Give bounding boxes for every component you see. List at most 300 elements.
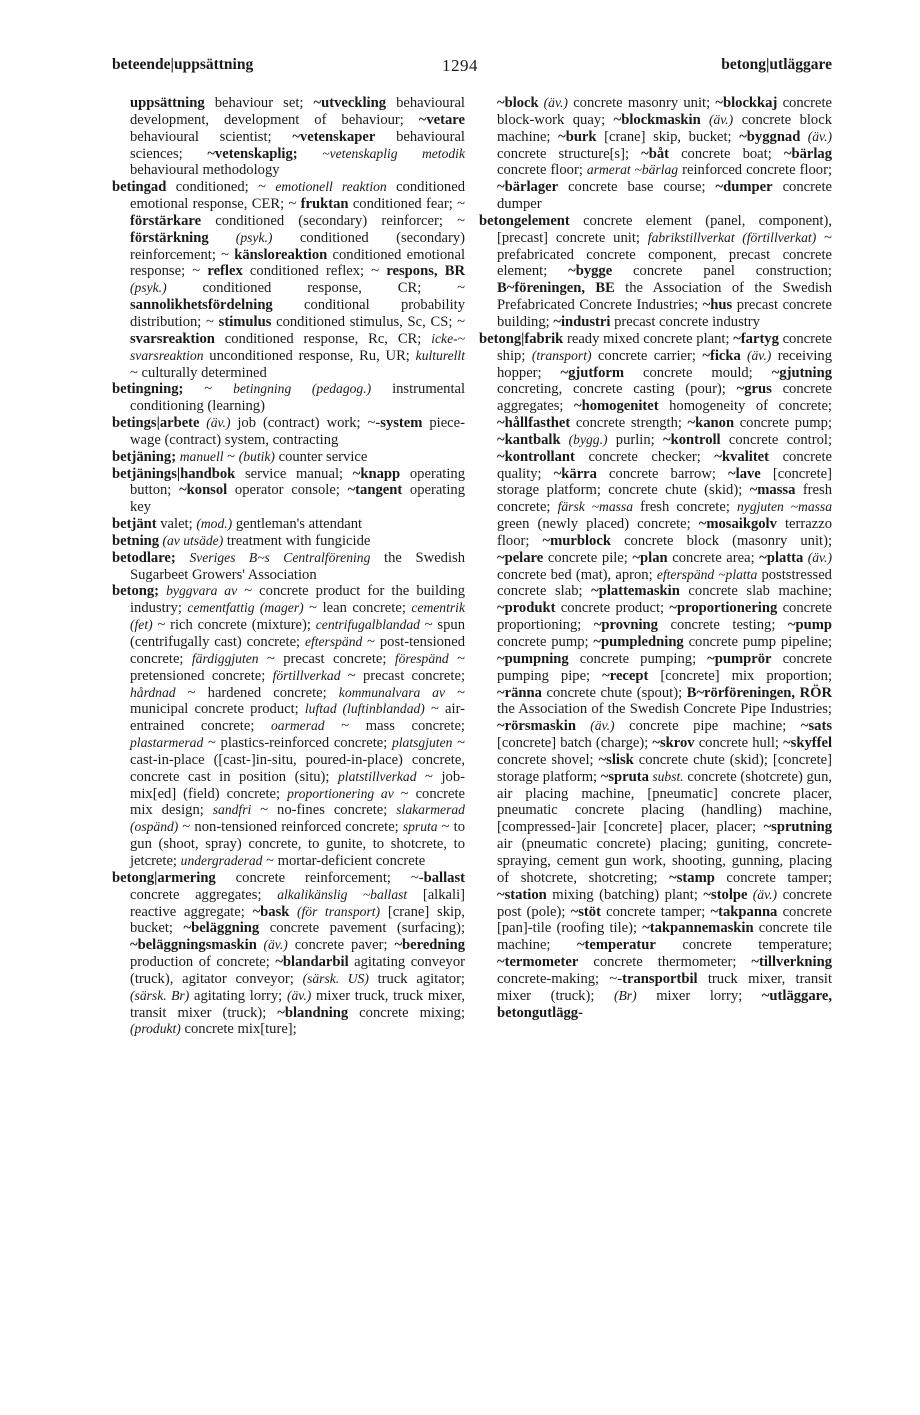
- headword: ~tillverkning: [751, 954, 832, 971]
- italic-term: luftad (luftinblandad): [304, 701, 425, 717]
- italic-term: (mod.): [196, 516, 233, 532]
- definition-text: counter service: [274, 448, 368, 465]
- headword: betings|arbete: [112, 415, 200, 432]
- italic-term: centrifugalblandad: [315, 617, 420, 633]
- definition-text: concrete pavement (surfacing);: [259, 920, 465, 937]
- headword: ~kärra: [553, 465, 597, 482]
- headword: ~spruta: [600, 768, 649, 785]
- headword: ~skrov: [652, 735, 695, 752]
- headword: ~kontrollant: [497, 448, 575, 465]
- headword: ~utläggare, betongutlägg-: [497, 987, 832, 1021]
- headword: ~massa: [749, 482, 796, 499]
- headword: B~rörföreningen, RÖR: [686, 684, 833, 701]
- dictionary-entry: [112, 381, 465, 415]
- headword: ~murblock: [542, 532, 611, 549]
- headword: ~recept: [602, 667, 649, 684]
- definition-text: concrete mix[ture];: [180, 1021, 297, 1038]
- definition-text: agitating conveyor (truck), agitator conveyor;: [130, 954, 465, 987]
- definition-text: concrete testing;: [657, 617, 788, 634]
- italic-term: (transport): [531, 347, 592, 363]
- italic-term: alkalikänslig ~ballast: [277, 886, 408, 902]
- definition-text: ~: [204, 381, 234, 398]
- definition-text: concrete floor;: [497, 162, 587, 179]
- headword: ~bask: [252, 903, 290, 920]
- headword: ~båt: [641, 145, 669, 162]
- headword: ~mosaikgolv: [698, 516, 777, 533]
- definition-text: conditioned; ~: [166, 179, 276, 196]
- definition-text: concrete [pan]-tile (roofing tile);: [497, 903, 832, 937]
- definition-text: concrete chute (spout);: [541, 684, 687, 701]
- definition-text: concrete post (pole);: [497, 886, 832, 920]
- definition-text: ~ precast concrete;: [258, 650, 395, 667]
- definition-text: ~ mass concrete;: [324, 718, 465, 735]
- headword: ~hus: [702, 297, 733, 314]
- definition-text: fresh concrete;: [633, 499, 737, 516]
- headword: ~knapp: [352, 465, 401, 482]
- definition-text: concrete quality;: [497, 448, 832, 482]
- definition-text: ~ rich concrete (mixture);: [152, 617, 316, 634]
- italic-term: (äv.): [800, 128, 832, 144]
- headword: betong|armering: [112, 869, 216, 886]
- headword: ~vetare: [418, 111, 465, 128]
- definition-text: concrete control;: [720, 431, 832, 448]
- definition-text: ~ lean concrete;: [303, 600, 412, 617]
- definition-text: conditioned emotional response; ~: [130, 246, 465, 280]
- italic-term: färdiggjuten: [191, 650, 259, 666]
- definition-text: ~ to gun (shoot, spray) concrete, to gunite, to shotcrete, to jetcrete;: [130, 819, 466, 869]
- headword: ~bygge: [568, 263, 613, 280]
- headword: ~pump: [787, 617, 832, 634]
- headword: ~grus: [736, 381, 772, 398]
- headword: ~kvalitet: [714, 448, 770, 465]
- definition-text: concrete carrier;: [591, 347, 703, 364]
- definition-text: concrete proportioning;: [497, 600, 832, 634]
- definition-text: [crane] skip, bucket;: [596, 128, 740, 145]
- italic-term: (äv.): [575, 718, 615, 734]
- headword: ~dumper: [715, 179, 773, 196]
- definition-text: concrete tamper;: [600, 903, 711, 920]
- definition-text: treatment with fungicide: [223, 532, 371, 549]
- headword: ~kontroll: [663, 431, 721, 448]
- headword: ~skyffel: [783, 735, 832, 752]
- headword: ~kanon: [687, 415, 735, 432]
- definition-text: concrete pump pipeline;: [683, 634, 832, 650]
- definition-text: conditioned stimulus, Sc, CS; ~: [271, 313, 465, 330]
- headword: ~ficka: [702, 347, 741, 364]
- headword: ~platta: [759, 549, 804, 566]
- definition-text: ~ concrete product for the building industry;: [130, 583, 465, 617]
- definition-text: truck agitator;: [368, 970, 465, 987]
- headword: ~ränna: [497, 684, 542, 701]
- definition-text: conditional probability distribution; ~: [130, 297, 465, 330]
- headword: betodlare;: [112, 549, 190, 566]
- definition-text: production of concrete;: [130, 954, 276, 971]
- italic-term: (av utsäde): [159, 532, 224, 548]
- italic-term: (psyk.): [208, 229, 273, 245]
- definition-text: conditioned emotional response, CER; ~: [130, 179, 465, 213]
- headword: ~lave: [728, 465, 761, 482]
- headword: ~vetenskaplig;: [207, 145, 323, 162]
- dictionary-entry: [112, 95, 465, 179]
- headword: ~hållfasthet: [497, 415, 571, 432]
- definition-text: concrete strength;: [570, 415, 688, 432]
- headword: stimulus: [218, 313, 272, 330]
- running-head-left: beteende|uppsättning: [112, 56, 254, 73]
- dictionary-entry: [112, 449, 465, 466]
- right-column: [479, 95, 832, 1021]
- definition-text: ~ spun (centrifugally cast) concrete;: [130, 617, 465, 650]
- italic-term: spruta: [402, 819, 438, 835]
- headword: ~gjutform: [560, 364, 625, 381]
- definition-text: gentleman's attendant: [232, 516, 363, 533]
- definition-text: concrete base course;: [558, 179, 716, 196]
- definition-text: reinforced concrete floor;: [678, 162, 833, 179]
- italic-term: förespänd: [394, 650, 449, 666]
- definition-text: conditioned reflex; ~: [242, 263, 387, 280]
- italic-term: nygjuten ~massa: [736, 499, 833, 515]
- definition-text: [concrete] batch (charge);: [497, 735, 653, 752]
- headword: ~termometer: [497, 954, 579, 971]
- headword: reflex: [207, 263, 243, 280]
- italic-term: fabrikstillverkat (förtillverkat): [647, 229, 817, 245]
- definition-text: the Swedish Sugarbeet Growers' Association: [130, 549, 465, 583]
- definition-text: concrete block-work quay;: [497, 95, 832, 128]
- definition-text: ready mixed concrete plant;: [563, 330, 734, 347]
- headword: betingad: [112, 179, 167, 196]
- headword: sannolikhetsfördelning: [130, 297, 273, 314]
- headword: ~utveckling: [313, 95, 386, 111]
- definition-text: conditioned response, Rc, CR;: [214, 330, 432, 347]
- headword: ~blandning: [277, 1004, 349, 1021]
- definition-text: concrete slab machine;: [679, 583, 833, 600]
- definition-text: ~ hardened concrete;: [175, 684, 339, 701]
- headword: fruktan: [300, 196, 349, 213]
- headword: ~bärlager: [497, 179, 559, 196]
- definition-text: concrete element (panel, component), [precast] concrete unit;: [497, 212, 832, 246]
- dictionary-entry: [112, 870, 465, 1038]
- definition-text: service manual;: [235, 465, 353, 482]
- definition-text: ~ concrete mix design;: [130, 785, 465, 819]
- headword: ~beläggning: [183, 920, 260, 937]
- headword: B~föreningen, BE: [497, 280, 615, 297]
- italic-term: (äv.): [256, 937, 288, 953]
- italic-term: emotionell reaktion: [275, 179, 387, 195]
- headword: ~block: [497, 95, 539, 111]
- headword: ~proportionering: [669, 600, 778, 617]
- definition-text: concrete thermometer;: [578, 954, 752, 971]
- italic-term: ~vetenskaplig metodik: [322, 145, 465, 161]
- dictionary-entry: [112, 415, 465, 449]
- definition-text: concrete hull;: [694, 735, 784, 752]
- italic-term: (äv.): [803, 549, 832, 565]
- definition-text: behavioural sciences;: [130, 128, 465, 162]
- headword: ~sats: [800, 718, 833, 735]
- headword: betongelement: [479, 212, 570, 229]
- definition-text: concrete paver;: [287, 937, 395, 954]
- definition-text: truck mixer, transit mixer (truck);: [497, 970, 832, 1004]
- italic-term: platsgjuten: [391, 735, 453, 751]
- headword: betjänt: [112, 516, 157, 533]
- headword: ~beredning: [394, 937, 466, 954]
- definition-text: ~: [223, 448, 239, 465]
- dictionary-entry: [112, 533, 465, 550]
- definition-text: concrete boat;: [668, 145, 784, 162]
- definition-text: fresh concrete;: [497, 482, 832, 516]
- italic-term: (äv.): [199, 415, 231, 431]
- definition-text: concreting, concrete casting (pour);: [497, 381, 737, 398]
- headword: ~homogenitet: [573, 398, 659, 415]
- definition-text: concrete masonry unit;: [567, 95, 716, 111]
- italic-term: betingning (pedagog.): [233, 381, 372, 397]
- definition-text: behavioural development, development of behaviour;: [130, 95, 465, 128]
- definition-text: valet;: [156, 516, 197, 533]
- definition-text: concrete temperature;: [655, 937, 832, 954]
- headword: betong|fabrik: [479, 330, 564, 347]
- definition-text: ~ mortar-deficient concrete: [262, 852, 426, 869]
- headword: ~produkt: [497, 600, 556, 617]
- definition-text: concrete pumping pipe;: [497, 650, 832, 684]
- headword: ~pumpning: [497, 650, 569, 667]
- definition-text: ~ cast-in-place ([cast-]in-situ, poured-in-place) concrete, concrete cast in position (situ);: [130, 735, 465, 785]
- italic-term: (särsk. US): [302, 970, 369, 986]
- running-head-right: betong|utläggare: [721, 56, 832, 73]
- italic-term: (för transport): [289, 903, 381, 919]
- definition-text: operating button;: [130, 465, 465, 499]
- italic-term: (produkt): [130, 1021, 181, 1037]
- dictionary-entry: [112, 583, 465, 869]
- italic-term: (psyk.): [130, 280, 167, 296]
- italic-term: armerat ~bärlag: [586, 162, 679, 178]
- definition-text: concrete block machine;: [497, 111, 832, 145]
- definition-text: the Association of the Swedish Concrete Pipe Industries;: [497, 701, 832, 718]
- headword: ~station: [497, 886, 547, 903]
- definition-text: concrete pump;: [734, 415, 832, 432]
- definition-text: ~ prefabricated concrete component, precast concrete element;: [497, 229, 832, 280]
- definition-text: behavioural methodology: [130, 162, 280, 179]
- headword: förstärkare: [130, 212, 202, 229]
- definition-text: piece-wage (contract) system, contracting: [130, 415, 465, 448]
- left-column: [112, 95, 465, 1038]
- definition-text: job (contract) work; ~-: [230, 415, 381, 432]
- definition-text: ~ pretensioned concrete;: [130, 650, 466, 684]
- headword: känsloreaktion: [234, 246, 328, 263]
- definition-text: operator console;: [227, 482, 348, 499]
- definition-text: concrete checker;: [574, 448, 715, 465]
- definition-text: ~ precast concrete;: [340, 667, 465, 684]
- definition-text: the Association of the Swedish Prefabricated Concrete Industries;: [497, 280, 832, 314]
- definition-text: conditioned fear; ~: [348, 196, 465, 213]
- definition-text: precast concrete industry: [610, 313, 760, 330]
- headword: system: [380, 415, 423, 432]
- definition-text: behaviour set;: [204, 95, 314, 111]
- definition-text: concrete tamper;: [714, 869, 832, 886]
- italic-term: platstillverkad: [338, 768, 417, 784]
- headword: ~blockmaskin: [613, 111, 701, 128]
- italic-term: hårdnad: [130, 684, 176, 700]
- italic-term: (äv.): [740, 347, 772, 363]
- headword: ~beläggningsmaskin: [130, 937, 257, 954]
- definition-text: ~ culturally determined: [130, 364, 267, 381]
- headword: betning: [112, 532, 160, 549]
- definition-text: conditioned (secondary) reinforcer; ~: [201, 212, 465, 229]
- definition-text: concrete mixing;: [348, 1004, 465, 1021]
- definition-text: concrete barrow;: [596, 465, 729, 482]
- headword: ~takpanna: [710, 903, 778, 920]
- italic-term: (butik): [238, 448, 275, 464]
- headword: betjänings|handbok: [112, 465, 236, 482]
- dictionary-entry: [112, 550, 465, 584]
- headword: ballast: [423, 869, 465, 886]
- headword: respons, BR: [386, 263, 465, 280]
- definition-text: green (newly placed) concrete;: [497, 516, 699, 533]
- italic-term: färsk ~massa: [557, 499, 633, 515]
- italic-term: subst.: [648, 768, 684, 784]
- headword: ~plattemaskin: [591, 583, 680, 600]
- definition-text: concrete aggregates;: [497, 381, 832, 415]
- definition-text: concrete (shotcrete) gun, air placing machine, [pneumatic] concrete placer, pneumatic concrete placing (handling) machine, [compressed-]air [concrete] placer, placer;: [497, 768, 833, 836]
- headword: ~stolpe: [703, 886, 748, 903]
- definition-text: [crane] skip, bucket;: [130, 903, 465, 937]
- definition-text: [concrete] mix proportion;: [648, 667, 832, 684]
- definition-text: concrete block (masonry unit);: [610, 532, 832, 549]
- definition-text: ~ post-tensioned concrete;: [130, 634, 466, 667]
- definition-text: concrete structure[s];: [497, 145, 642, 162]
- dictionary-entry: [479, 95, 832, 213]
- definition-text: concrete bed (mat), apron;: [497, 566, 657, 583]
- italic-term: Sveriges B~s Centralförening: [189, 549, 371, 565]
- headword: ~temperatur: [576, 937, 656, 954]
- definition-text: homogeneity of concrete;: [658, 398, 832, 415]
- headword: uppsättning: [130, 95, 205, 111]
- italic-term: cementrik (fet): [130, 600, 465, 633]
- headword: ~byggnad: [739, 128, 801, 145]
- italic-term: (äv.): [286, 987, 312, 1003]
- definition-text: conditioned (secondary) reinforcement; ~: [130, 229, 465, 263]
- headword: ~stöt: [570, 903, 601, 920]
- dictionary-entry: [479, 331, 832, 1022]
- headword: ~sprutning: [763, 819, 832, 836]
- definition-text: concrete-making; ~-: [497, 970, 623, 987]
- headword: svarsreaktion: [130, 330, 215, 347]
- headword: ~provning: [593, 617, 658, 634]
- headword: ~industri: [553, 313, 611, 330]
- definition-text: concrete pipe machine;: [614, 718, 801, 735]
- definition-text: ~ no-fines concrete;: [251, 802, 397, 819]
- headword: ~pumprör: [707, 650, 772, 667]
- definition-text: receiving hopper;: [497, 347, 832, 381]
- dictionary-entry: [112, 466, 465, 517]
- headword: betjäning;: [112, 448, 180, 465]
- italic-term: förtillverkad: [272, 667, 341, 683]
- definition-text: concrete area;: [667, 549, 760, 566]
- headword: ~kantbalk: [497, 431, 561, 448]
- headword: betingning;: [112, 381, 205, 398]
- italic-term: (äv.): [700, 111, 734, 127]
- definition-text: concrete tile machine;: [497, 920, 832, 954]
- definition-text: [alkali] reactive aggregate;: [130, 886, 465, 920]
- definition-text: precast concrete building;: [497, 297, 832, 330]
- headword: ~plan: [632, 549, 668, 566]
- headword: ~rörsmaskin: [497, 718, 576, 735]
- dictionary-entry: [112, 516, 465, 533]
- italic-term: sandfri: [212, 802, 252, 818]
- italic-term: manuell: [179, 448, 224, 464]
- headword: förstärkning: [130, 229, 209, 246]
- italic-term: byggvara av: [166, 583, 238, 599]
- headword: ~tangent: [347, 482, 403, 499]
- italic-term: plastarmerad: [130, 735, 204, 751]
- italic-term: oarmerad: [270, 718, 325, 734]
- definition-text: mixer truck, truck mixer, transit mixer (truck);: [130, 987, 466, 1021]
- definition-text: [concrete] storage platform; concrete chute (skid);: [497, 465, 832, 499]
- italic-term: icke-~ svarsreaktion: [130, 330, 465, 363]
- definition-text: poststressed concrete slab;: [497, 566, 832, 600]
- headword: ~burk: [558, 128, 597, 145]
- headword: ~blockkaj: [715, 95, 778, 111]
- headword: ~fartyg: [733, 330, 779, 347]
- definition-text: concrete reinforcement; ~-: [215, 869, 424, 886]
- definition-text: purlin;: [607, 431, 663, 448]
- headword: betong;: [112, 583, 167, 600]
- italic-term: (bygg.): [560, 431, 608, 447]
- headword: ~stamp: [669, 869, 715, 886]
- headword: ~gjutning: [771, 364, 833, 381]
- definition-text: concrete pumping;: [568, 650, 708, 667]
- definition-text: ~ non-tensioned reinforced concrete;: [178, 819, 403, 836]
- italic-term: (särsk. Br): [130, 987, 190, 1003]
- definition-text: ~ municipal concrete product;: [130, 684, 465, 718]
- headword: ~slisk: [598, 751, 634, 768]
- definition-text: ~ plastics-reinforced concrete;: [203, 735, 392, 752]
- headword: ~takpannemaskin: [642, 920, 754, 937]
- italic-term: efterspänd ~platta: [656, 566, 758, 582]
- italic-term: (Br): [613, 987, 637, 1003]
- definition-text: agitating lorry;: [189, 987, 287, 1004]
- definition-text: instrumental conditioning (learning): [130, 381, 466, 415]
- italic-term: cementfattig (mager): [187, 600, 304, 616]
- dictionary-entry: [479, 213, 832, 331]
- definition-text: concrete pile;: [543, 549, 633, 566]
- headword: ~vetenskaper: [292, 128, 376, 145]
- italic-term: kommunalvara av: [338, 684, 445, 700]
- definition-text: terrazzo floor;: [497, 516, 832, 549]
- definition-text: concrete dumper: [497, 179, 832, 213]
- headword: ~bärlag: [783, 145, 832, 162]
- italic-term: (äv.): [747, 886, 778, 902]
- definition-text: concrete chute (skid); [concrete] storage platform;: [497, 751, 833, 785]
- definition-text: concrete mould;: [624, 364, 772, 381]
- definition-text: concrete panel construction;: [612, 263, 832, 280]
- definition-text: operating key: [130, 482, 466, 516]
- definition-text: conditioned response, CR; ~: [166, 280, 465, 297]
- definition-text: unconditioned response, Ru, UR;: [203, 347, 416, 364]
- definition-text: concrete aggregates;: [130, 886, 278, 903]
- dictionary-entry: [112, 179, 465, 381]
- definition-text: ~ job-mix[ed] (field) concrete;: [130, 768, 465, 802]
- headword: ~konsol: [179, 482, 228, 499]
- definition-text: mixer lorry;: [636, 987, 762, 1004]
- headword: ~blandarbil: [275, 954, 349, 971]
- headword: ~pumpledning: [593, 634, 684, 650]
- definition-text: ~ air-entrained concrete;: [130, 701, 466, 735]
- page-number: 1294: [442, 56, 478, 75]
- italic-term: (äv.): [538, 95, 568, 110]
- italic-term: efterspänd: [304, 634, 363, 649]
- definition-text: air (pneumatic concrete) placing; guniting, concrete-spraying, cement gun work, shooting, gunning, placing of shotcrete, shotcreting;: [497, 836, 832, 886]
- definition-text: concrete pump;: [497, 634, 594, 650]
- italic-term: proportionering av: [287, 785, 394, 801]
- definition-text: mixing (batching) plant;: [546, 886, 704, 903]
